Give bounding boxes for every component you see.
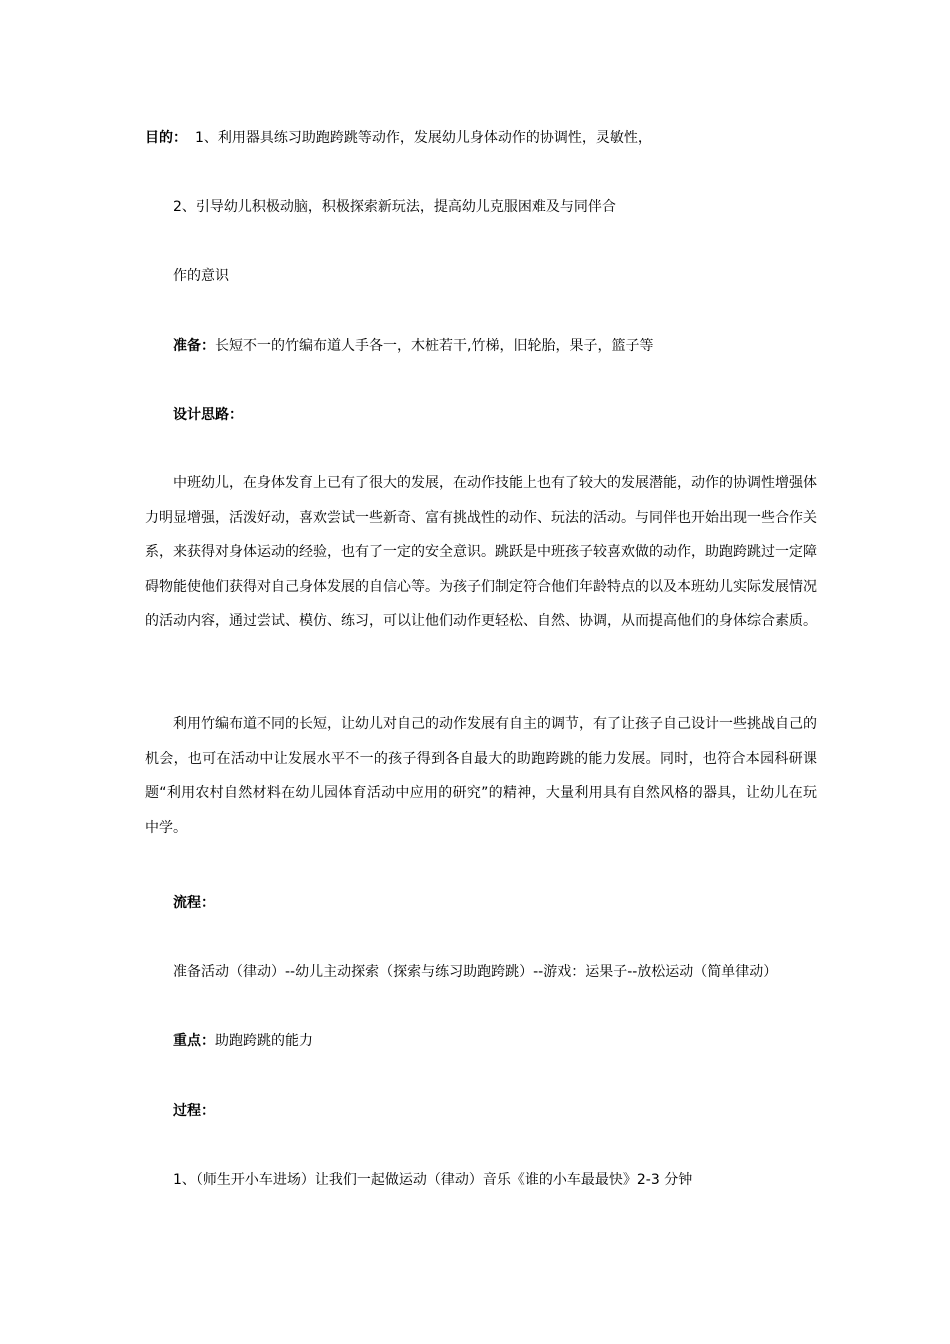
design-paragraph-2-text: 利用竹编布道不同的长短，让幼儿对自己的动作发展有自主的调节，有了让孩子自己设计一些挑战自己的机会，也可在活动中让发展水平不一的孩子得到各自最大的助跑跨跳的能力发展。同时，也符合本园科研课题“利用农村自然材料在幼儿园体育活动中应用的研究”的精神，大量利用具有自然风格的器具，让幼儿在玩中学。 <box>145 716 817 836</box>
purpose-item-2-continued: 作的意识 <box>173 268 229 284</box>
design-paragraph-2 <box>145 707 817 845</box>
purpose-line-1 <box>145 128 652 148</box>
focus-line <box>173 1031 313 1051</box>
preparation-text: 长短不一的竹编布道人手各一，木桩若干,竹梯，旧轮胎，果子，篮子等 <box>215 338 654 354</box>
process-heading: 过程： <box>173 1103 215 1119</box>
purpose-item-1: 1、利用器具练习助跑跨跳等动作，发展幼儿身体动作的协调性，灵敏性， <box>195 130 652 146</box>
preparation-label: 准备： <box>173 338 215 354</box>
flow-heading: 流程： <box>173 895 215 911</box>
purpose-label: 目的： <box>145 130 187 146</box>
design-paragraph-1-text: 中班幼儿，在身体发育上已有了很大的发展，在动作技能上也有了较大的发展潜能，动作的协调性增强体力明显增强，活泼好动，喜欢尝试一些新奇、富有挑战性的动作、玩法的活动。与同伴也开始出现一些合作关系，来获得对身体运动的经验，也有了一定的安全意识。跳跃是中班孩子较喜欢做的动作，助跑跨跳过一定障碍物能使他们获得对自己身体发展的自信心等。为孩子们制定符合他们年龄特点的以及本班幼儿实际发展情况的活动内容，通过尝试、模仿、练习，可以让他们动作更轻松、自然、协调，从而提高他们的身体综合素质。 <box>145 475 817 629</box>
focus-label: 重点： <box>173 1033 215 1049</box>
design-paragraph-1 <box>145 466 817 639</box>
purpose-item-2: 2、引导幼儿积极动脑，积极探索新玩法，提高幼儿克服困难及与同伴合 <box>173 199 616 215</box>
design-heading: 设计思路： <box>173 407 243 423</box>
process-step-1: 1、（师生开小车进场）让我们一起做运动（律动）音乐《谁的小车最最快》2-3 分钟 <box>173 1172 693 1188</box>
preparation-line <box>173 336 653 356</box>
focus-text: 助跑跨跳的能力 <box>215 1033 313 1049</box>
flow-text: 准备活动（律动）--幼儿主动探索（探索与练习助跑跨跳）--游戏：运果子--放松运动（简单律动） <box>173 964 778 980</box>
